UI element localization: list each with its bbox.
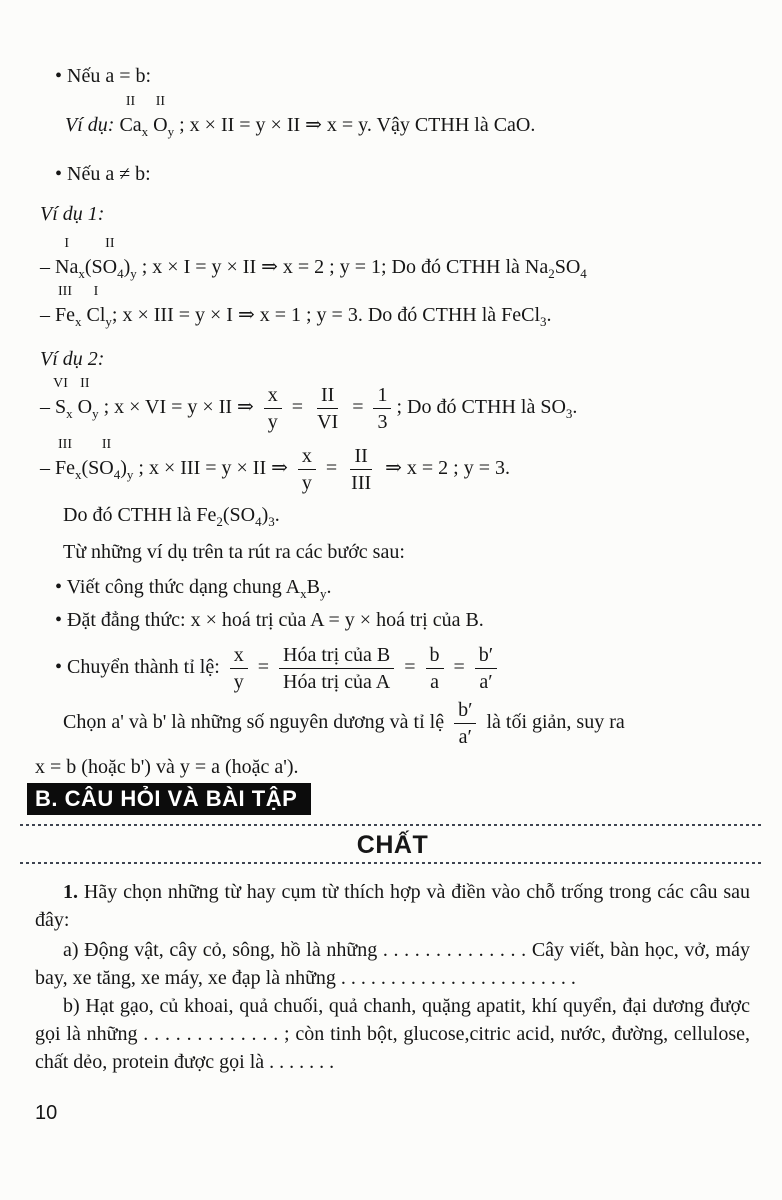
text-run: . bbox=[546, 304, 552, 326]
valence-numeral: II bbox=[155, 94, 166, 109]
fraction bbox=[264, 383, 282, 434]
subscript: x bbox=[75, 467, 82, 483]
line-formula-na2so4 bbox=[35, 236, 750, 282]
subscript: y bbox=[126, 467, 134, 483]
subscript: 4 bbox=[255, 514, 262, 529]
element-symbol: O bbox=[102, 256, 118, 278]
fraction bbox=[230, 643, 248, 694]
text-run: • Viết công thức dạng chung A bbox=[55, 576, 301, 598]
fraction bbox=[313, 383, 342, 434]
text-run: Hãy chọn những từ hay cụm từ thích hợp và điền vào chỗ trống trong các câu sau đây: bbox=[35, 881, 750, 931]
text-run: Chọn a' và b' là những số nguyên dương và tỉ lệ bbox=[63, 711, 450, 734]
fraction bbox=[454, 698, 476, 749]
fraction-numerator: II bbox=[350, 444, 371, 470]
theory-section bbox=[35, 62, 750, 781]
line-question-1a bbox=[35, 936, 750, 992]
element-symbol: O bbox=[153, 114, 168, 136]
text-run: = bbox=[286, 396, 309, 419]
subscript: x bbox=[141, 124, 149, 139]
text-run: ) bbox=[123, 256, 131, 278]
text-run: ; x × III = y × I ⇒ x = 1 ; y = 3. Do đó CTHH là FeCl bbox=[111, 304, 541, 326]
bold-text-run: 1. bbox=[63, 881, 78, 903]
fraction-denominator: VI bbox=[317, 411, 339, 433]
text-run: ; x × VI = y × II ⇒ bbox=[98, 396, 259, 419]
valence-numeral: I bbox=[64, 236, 69, 251]
valence-stack bbox=[153, 94, 168, 140]
fraction-denominator: a′ bbox=[479, 671, 493, 693]
fraction-numerator: Hóa trị của B bbox=[279, 643, 394, 669]
line-formula-fe2so43 bbox=[35, 436, 750, 495]
divider-rule-bottom bbox=[20, 862, 762, 864]
text-run: là tối giản, suy ra bbox=[481, 711, 625, 734]
line-bullet-neu-a-eq-b bbox=[35, 62, 750, 90]
fraction-numerator: II bbox=[317, 383, 338, 409]
element-symbol: Fe bbox=[55, 304, 75, 326]
page-number: 10 bbox=[35, 1102, 58, 1124]
valence-numeral: VI bbox=[53, 376, 68, 392]
subscript: x bbox=[300, 586, 307, 601]
fraction-numerator: x bbox=[230, 643, 248, 669]
fraction-numerator: b bbox=[426, 643, 444, 669]
text-run: – bbox=[40, 457, 55, 480]
subscript: y bbox=[130, 266, 137, 281]
valence-stack bbox=[86, 284, 106, 330]
line-formula-so3 bbox=[35, 375, 750, 434]
valence-numeral: II bbox=[80, 376, 90, 392]
line-question-1b bbox=[35, 992, 750, 1076]
valence-stack bbox=[53, 376, 68, 422]
text-run: • Đặt đẳng thức: x × hoá trị của A = y × hoá trị của B. bbox=[55, 609, 484, 631]
line-chon-a-b bbox=[35, 698, 750, 749]
fraction-denominator: Hóa trị của A bbox=[283, 671, 391, 693]
element-symbol: Fe bbox=[55, 457, 75, 480]
valence-stack bbox=[119, 94, 142, 140]
section-b-header bbox=[27, 783, 311, 815]
text-run: Từ những ví dụ trên ta rút ra các bước sau: bbox=[63, 541, 405, 563]
line-bullet-chuyen-ti-le bbox=[35, 643, 750, 694]
valence-stack bbox=[55, 284, 75, 330]
line-tu-nhung-vi-du bbox=[35, 538, 750, 566]
valence-numeral: III bbox=[58, 284, 72, 299]
text-run: – bbox=[40, 396, 55, 419]
text-run: = bbox=[399, 656, 421, 679]
text-run: . bbox=[572, 396, 578, 419]
text-run: • Nếu a = b: bbox=[55, 65, 152, 87]
element-symbol: Na bbox=[55, 256, 79, 278]
fraction bbox=[475, 643, 497, 694]
section-b-header-label: B. CÂU HỎI VÀ BÀI TẬP bbox=[35, 786, 298, 811]
text-run: ; x × II = y × II ⇒ x = y. Vậy CTHH là CaO. bbox=[174, 114, 536, 136]
valence-numeral: I bbox=[93, 284, 99, 299]
subscript: 4 bbox=[580, 266, 587, 281]
text-run: . bbox=[274, 504, 280, 526]
text-run: Do đó CTHH là Fe bbox=[63, 504, 217, 526]
text-run: ; Do đó CTHH là SO bbox=[396, 396, 566, 419]
line-do-do-fe2so43 bbox=[35, 501, 750, 529]
subscript: 3 bbox=[565, 406, 573, 422]
text-run: (S bbox=[84, 256, 103, 278]
element-symbol: O bbox=[99, 457, 114, 480]
subscript: 4 bbox=[117, 266, 124, 281]
fraction-denominator: III bbox=[351, 472, 372, 494]
text-run: • Chuyển thành tỉ lệ: bbox=[55, 656, 225, 679]
text-run: a) Động vật, cây cỏ, sông, hồ là những . . . . . . . . . . . . . . Cây viết, bàn học, vở, máy bay, xe tăng, xe máy, xe đạp là những . . . . . . . . . . . . . . . . . . . . . . . . bbox=[35, 939, 750, 989]
valence-numeral: III bbox=[58, 437, 72, 453]
divider-rule-top bbox=[20, 824, 762, 826]
valence-stack bbox=[55, 437, 75, 483]
line-formula-fecl3 bbox=[35, 284, 750, 330]
text-run: x = b (hoặc b') và y = a (hoặc a'). bbox=[35, 756, 299, 778]
text-run: = bbox=[448, 656, 470, 679]
fraction-numerator: b′ bbox=[454, 698, 476, 724]
text-run: SO bbox=[554, 256, 581, 278]
valence-numeral: II bbox=[125, 94, 136, 109]
fraction bbox=[298, 444, 316, 495]
line-bullet-neu-a-neq-b bbox=[35, 160, 750, 188]
line-x-eq-b bbox=[35, 753, 750, 781]
fraction-denominator: a′ bbox=[458, 726, 472, 748]
fraction-denominator: y bbox=[267, 411, 278, 433]
element-symbol: Ca bbox=[119, 114, 142, 136]
text-run: ) bbox=[261, 504, 269, 526]
valence-stack bbox=[102, 236, 118, 282]
fraction bbox=[426, 643, 444, 694]
text-run: • Nếu a ≠ b: bbox=[55, 163, 151, 185]
fraction-numerator: x bbox=[264, 383, 282, 409]
fraction-numerator: b′ bbox=[475, 643, 497, 669]
text-run: B bbox=[306, 576, 320, 598]
questions-section bbox=[35, 878, 750, 1076]
text-run: = bbox=[347, 396, 369, 419]
line-vi-du-cao bbox=[35, 94, 750, 140]
line-vi-du-2 bbox=[35, 345, 750, 373]
italic-text-run: Ví dụ: bbox=[65, 114, 120, 136]
line-question-1 bbox=[35, 878, 750, 934]
fraction-numerator: 1 bbox=[373, 383, 391, 409]
text-run: = bbox=[320, 457, 343, 480]
text-run: – bbox=[40, 304, 55, 326]
valence-stack bbox=[55, 236, 79, 282]
line-bullet-dat-dang-thuc bbox=[35, 606, 750, 634]
text-run: ⇒ x = 2 ; y = 3. bbox=[380, 457, 511, 480]
element-symbol: O bbox=[77, 396, 93, 419]
fraction-denominator: y bbox=[233, 671, 244, 693]
text-run: ) bbox=[120, 457, 127, 480]
fraction-denominator: 3 bbox=[377, 411, 388, 433]
subscript: y bbox=[105, 314, 112, 329]
subscript: y bbox=[319, 586, 327, 601]
line-bullet-viet-cong-thuc bbox=[35, 573, 750, 601]
text-run: (S bbox=[81, 457, 100, 480]
subscript: 4 bbox=[113, 467, 121, 483]
line-vi-du-1 bbox=[35, 200, 750, 228]
subscript: x bbox=[78, 266, 85, 281]
element-symbol: S bbox=[55, 396, 67, 419]
fraction bbox=[347, 444, 375, 495]
text-run: (SO bbox=[222, 504, 256, 526]
subscript: 2 bbox=[548, 266, 555, 281]
subscript: x bbox=[75, 314, 82, 329]
valence-numeral: II bbox=[101, 437, 112, 453]
element-symbol: Cl bbox=[86, 304, 106, 326]
subscript: y bbox=[92, 406, 99, 422]
italic-text-run: Ví dụ 1: bbox=[40, 203, 105, 225]
subscript: 3 bbox=[540, 314, 547, 329]
valence-stack bbox=[99, 437, 114, 483]
text-run: b) Hạt gạo, củ khoai, quả chuối, quả chanh, quặng apatit, khí quyển, đại dương được gọi là những . . . . . . . . . . . . . ; còn tinh bột, glucose,citric acid, nước, đường, cellulose, chất dẻo, protein được gọi là . . . . . . . bbox=[35, 995, 750, 1073]
chapter-title: CHẤT bbox=[356, 831, 429, 859]
subscript: 2 bbox=[216, 514, 223, 529]
fraction bbox=[373, 383, 391, 434]
text-run: ; x × I = y × II ⇒ x = 2 ; y = 1; Do đó CTHH là Na bbox=[136, 256, 549, 278]
fraction-numerator: x bbox=[298, 444, 316, 470]
fraction bbox=[279, 643, 394, 694]
text-run: – bbox=[40, 256, 55, 278]
text-run: . bbox=[326, 576, 332, 598]
subscript: x bbox=[66, 406, 73, 422]
subscript: 3 bbox=[268, 514, 275, 529]
fraction-denominator: y bbox=[301, 472, 312, 494]
italic-text-run: Ví dụ 2: bbox=[40, 348, 105, 370]
text-run: ; x × III = y × II ⇒ bbox=[133, 457, 293, 480]
subscript: y bbox=[167, 124, 175, 139]
fraction-denominator: a bbox=[430, 671, 439, 693]
valence-numeral: II bbox=[105, 236, 115, 251]
text-run: = bbox=[252, 656, 275, 679]
valence-stack bbox=[77, 376, 93, 422]
